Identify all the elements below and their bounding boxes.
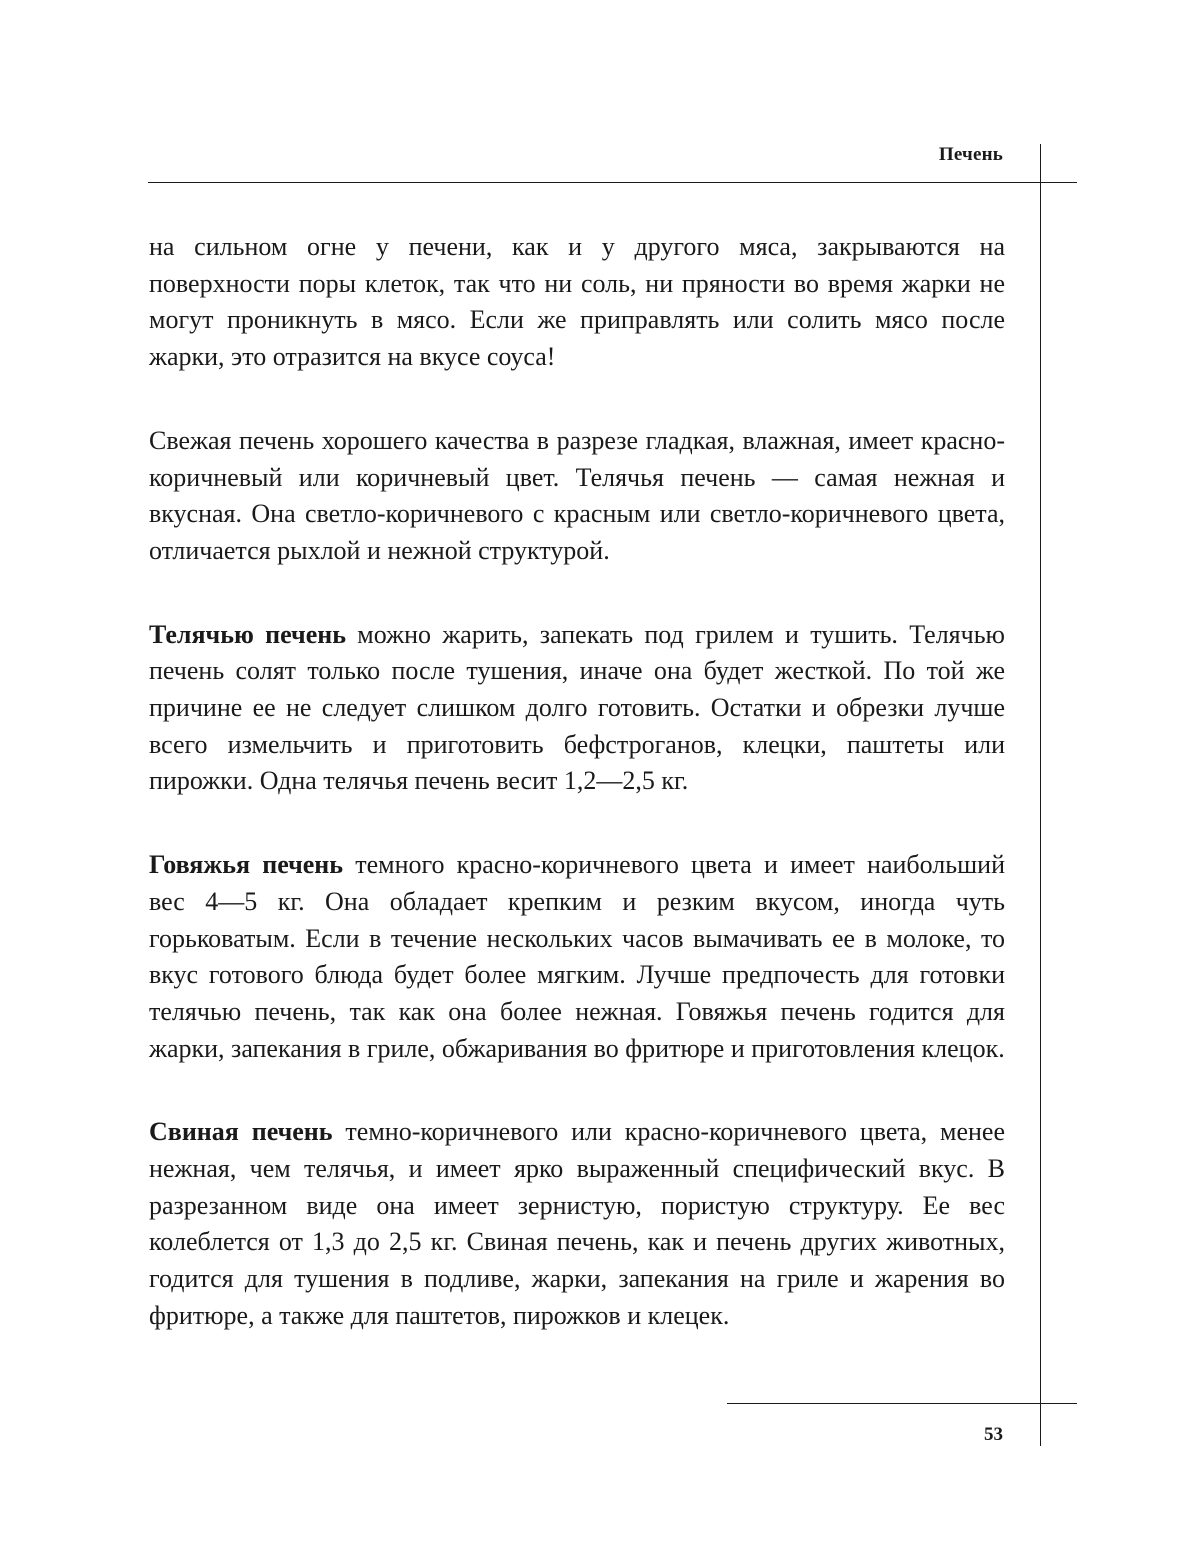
paragraph-pork-liver [149, 1114, 1005, 1334]
paragraph-text: можно жарить, запекать под грилем и тушить. Телячью печень солят только после тушения, иначе она будет жесткой. По той же причине ее не следует слишком долго готовить. Остатки и обрезки лучше всего измельчить и приготовить бефстроганов, клецки, паштеты или пирожки. Одна телячья печень весит 1,2—2,5 кг. [149, 619, 1005, 796]
paragraph-lead: Свиная печень [149, 1117, 333, 1147]
paragraph-lead: Говяжья печень [149, 850, 344, 880]
running-title: Печень [938, 144, 1003, 165]
margin-rule [1040, 144, 1041, 1446]
paragraph-lead: Телячью печень [149, 619, 346, 649]
paragraph-text: темно-коричневого или красно-коричневого цвета, менее нежная, чем телячья, и имеет ярко выраженный специфический вкус. В разрезанном виде она имеет зернистую, пористую структуру. Ее вес колеблется от 1,3 до 2,5 кг. Свиная печень, как и печень других животных, годится для тушения в подливе, жарки, запекания на гриле и жарения во фритюре, а также для паштетов, пирожков и клецек. [149, 1117, 1006, 1330]
footer-rule [727, 1403, 1077, 1404]
body-text [149, 229, 1005, 1335]
paragraph-2 [149, 423, 1005, 570]
paragraph-veal-liver [149, 617, 1005, 801]
paragraph-beef-liver [149, 847, 1005, 1067]
paragraph-text: Свежая печень хорошего качества в разрезе гладкая, влажная, имеет красно-коричневый или коричневый цвет. Телячья печень — самая нежная и вкусная. Она светло-коричневого с красным или светло-коричневого цвета, отличается рыхлой и нежной структурой. [149, 425, 1005, 565]
header-rule [148, 182, 1077, 183]
page-number: 53 [984, 1424, 1003, 1445]
paragraph-text: на сильном огне у печени, как и у другого мяса, закрываются на поверхности поры клеток, так что ни соль, ни пряности во время жарки не могут проникнуть в мясо. Если же приправлять или солить мясо после жарки, это отразится на вкусе соуса! [149, 232, 1005, 372]
paragraph-text: темного красно-коричневого цвета и имеет наибольший вес 4—5 кг. Она обладает крепким и резким вкусом, иногда чуть горьковатым. Если в течение нескольких часов вымачивать ее в молоке, то вкус готового блюда будет более мягким. Лучше предпочесть для готовки телячью печень, так как она более нежная. Говяжья печень годится для жарки, запекания в гриле, обжаривания во фритюре и приготовления клецок. [149, 850, 1005, 1063]
paragraph-1 [149, 229, 1005, 376]
